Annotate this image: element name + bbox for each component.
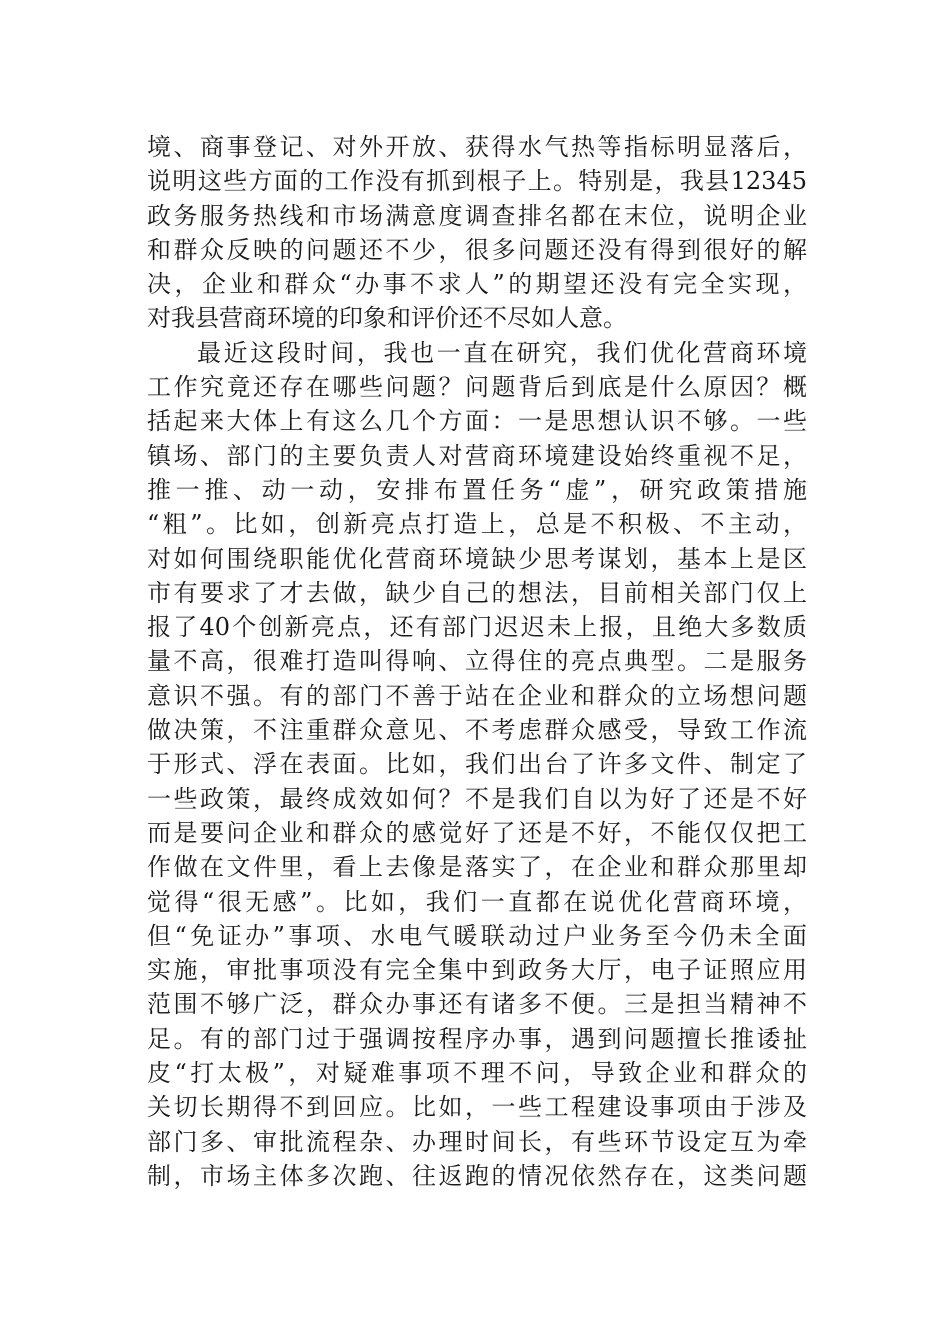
text-line: 皮“打太极”，对疑难事项不理不问，导致企业和群众的 <box>147 1059 807 1088</box>
text-line: 觉得“很无感”。比如，我们一直都在说优化营商环境， <box>147 887 807 916</box>
paragraph-first-line: 最近这段时间，我也一直在研究，我们优化营商环境 <box>197 338 807 367</box>
text-line: 说明这些方面的工作没有抓到根子上。特别是，我县12345 <box>147 167 807 196</box>
text-line: 工作究竟还存在哪些问题？问题背后到底是什么原因？概 <box>147 373 807 402</box>
text-line: 关切长期得不到回应。比如，一些工程建设事项由于涉及 <box>147 1093 807 1122</box>
text-line: 意识不强。有的部门不善于站在企业和群众的立场想问题 <box>147 681 807 710</box>
text-line: 括起来大体上有这么几个方面：一是思想认识不够。一些 <box>147 407 807 436</box>
text-line: 推一推、动一动，安排布置任务“虚”，研究政策措施 <box>147 475 807 504</box>
text-line: 制，市场主体多次跑、往返跑的情况依然存在，这类问题 <box>147 1161 807 1190</box>
text-line: 做决策，不注重群众意见、不考虑群众感受，导致工作流 <box>147 716 807 745</box>
text-line: 量不高，很难打造叫得响、立得住的亮点典型。二是服务 <box>147 647 807 676</box>
text-line: 部门多、审批流程杂、办理时间长，有些环节设定互为牵 <box>147 1127 807 1156</box>
text-line: 市有要求了才去做，缺少自己的想法，目前相关部门仅上 <box>147 578 807 607</box>
text-line: 镇场、部门的主要负责人对营商环境建设始终重视不足， <box>147 441 807 470</box>
text-line: 实施，审批事项没有完全集中到政务大厅，电子证照应用 <box>147 956 807 985</box>
text-line: 于形式、浮在表面。比如，我们出台了许多文件、制定了 <box>147 750 807 779</box>
body-text <box>147 130 807 1193</box>
text-line: 但“免证办”事项、水电气暖联动过户业务至今仍未全面 <box>147 921 807 950</box>
text-line: 范围不够广泛，群众办事还有诸多不便。三是担当精神不 <box>147 990 807 1019</box>
text-line: 和群众反映的问题还不少，很多问题还没有得到很好的解 <box>147 235 807 264</box>
text-line: 政务服务热线和市场满意度调查排名都在末位，说明企业 <box>147 201 807 230</box>
text-line: 决，企业和群众“办事不求人”的期望还没有完全实现， <box>147 270 807 299</box>
text-line: 对如何围绕职能优化营商环境缺少思考谋划，基本上是区 <box>147 544 807 573</box>
text-line: 对我县营商环境的印象和评价还不尽如人意。 <box>147 304 627 333</box>
text-line: 足。有的部门过于强调按程序办事，遇到问题擅长推诿扯 <box>147 1024 807 1053</box>
text-line: 报了40个创新亮点，还有部门迟迟未上报，且绝大多数质 <box>147 613 807 642</box>
text-line: 境、商事登记、对外开放、获得水气热等指标明显落后， <box>147 133 807 161</box>
text-line: “粗”。比如，创新亮点打造上，总是不积极、不主动， <box>147 510 807 539</box>
text-line: 作做在文件里，看上去像是落实了，在企业和群众那里却 <box>147 853 807 882</box>
text-line: 一些政策，最终成效如何？不是我们自以为好了还是不好 <box>147 784 807 813</box>
text-line: 而是要问企业和群众的感觉好了还是不好，不能仅仅把工 <box>147 818 807 847</box>
